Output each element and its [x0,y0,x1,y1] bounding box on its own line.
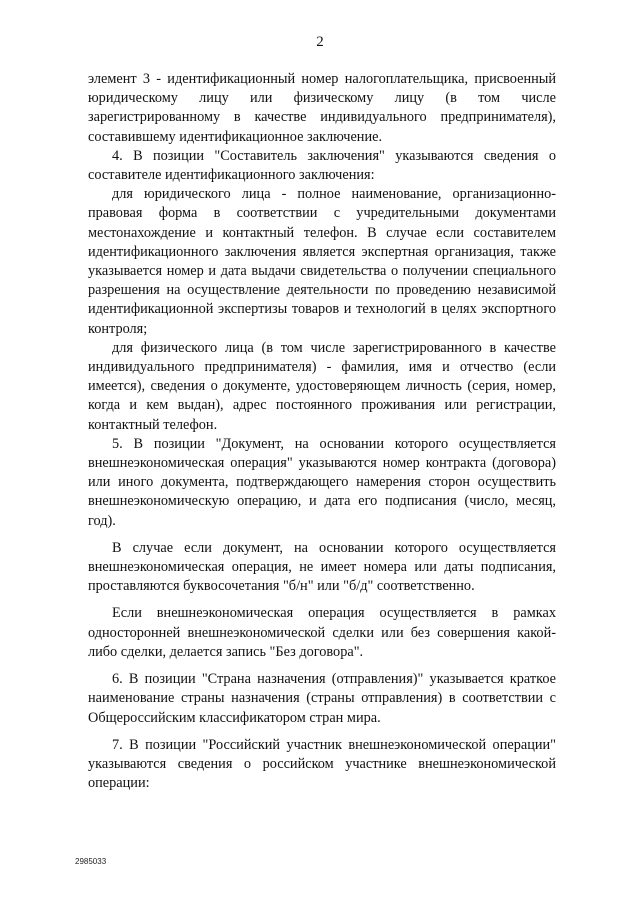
paragraph-item-6: 6. В позиции "Страна назначения (отправления)" указывается краткое наименование страны назначения (страны отправления) в соответствии с Общероссийским классификатором стран мира. [88,671,556,726]
paragraph-no-number-date: В случае если документ, на основании которого осуществляется внешнеэкономическая операция, не имеет номера или даты подписания, проставляются буквосочетания "б/н" или "б/д" соответственно. [88,539,556,595]
paragraph-element-3: элемент 3 - идентификационный номер налогоплательщика, присвоенный юридическому лицу или физическому лицу (в том числе зарегистрированному в качестве индивидуального предпринимателя), составившему идентификационное заключение. [88,71,556,145]
paragraph-item-5: 5. В позиции "Документ, на основании которого осуществляется внешнеэкономическая операция" указываются номер контракта (договора) или иного документа, подтверждающего намерения сторон осуществить внешнеэкономическую операцию, и дата его подписания (число, месяц, год). [88,435,556,529]
paragraph-without-contract: Если внешнеэкономическая операция осуществляется в рамках односторонней внешнеэкономической сделки или без совершения какой-либо сделки, делается запись "Без договора". [88,605,556,660]
page-number: 2 [316,34,324,50]
paragraph-individual: для физического лица (в том числе зарегистрированного в качестве индивидуального предпринимателя) - фамилия, имя и отчество (если имеется), сведения о документе, удостоверяющем личность (серия, номер, когда и кем выдан), адрес постоянного проживания или регистрации, контактный телефон. [88,339,556,433]
document-body [88,70,556,793]
document-code: 2985033 [75,857,107,866]
paragraph-item-4: 4. В позиции "Составитель заключения" указываются сведения о составителе идентификационного заключения: [88,147,556,184]
paragraph-legal-entity: для юридического лица - полное наименование, организационно-правовая форма в соответствии с учредительными документами местонахождение и контактный телефон. В случае если составителем идентификационного заключения является экспертная организация, также указывается номер и дата выдачи свидетельства о получении специального разрешения на осуществление деятельности по проведению независимой идентификационной экспертизы товаров и технологий в целях экспортного контроля; [88,186,556,337]
paragraph-item-7: 7. В позиции "Российский участник внешнеэкономической операции" указываются сведения о российском участнике внешнеэкономической операции: [88,736,556,792]
